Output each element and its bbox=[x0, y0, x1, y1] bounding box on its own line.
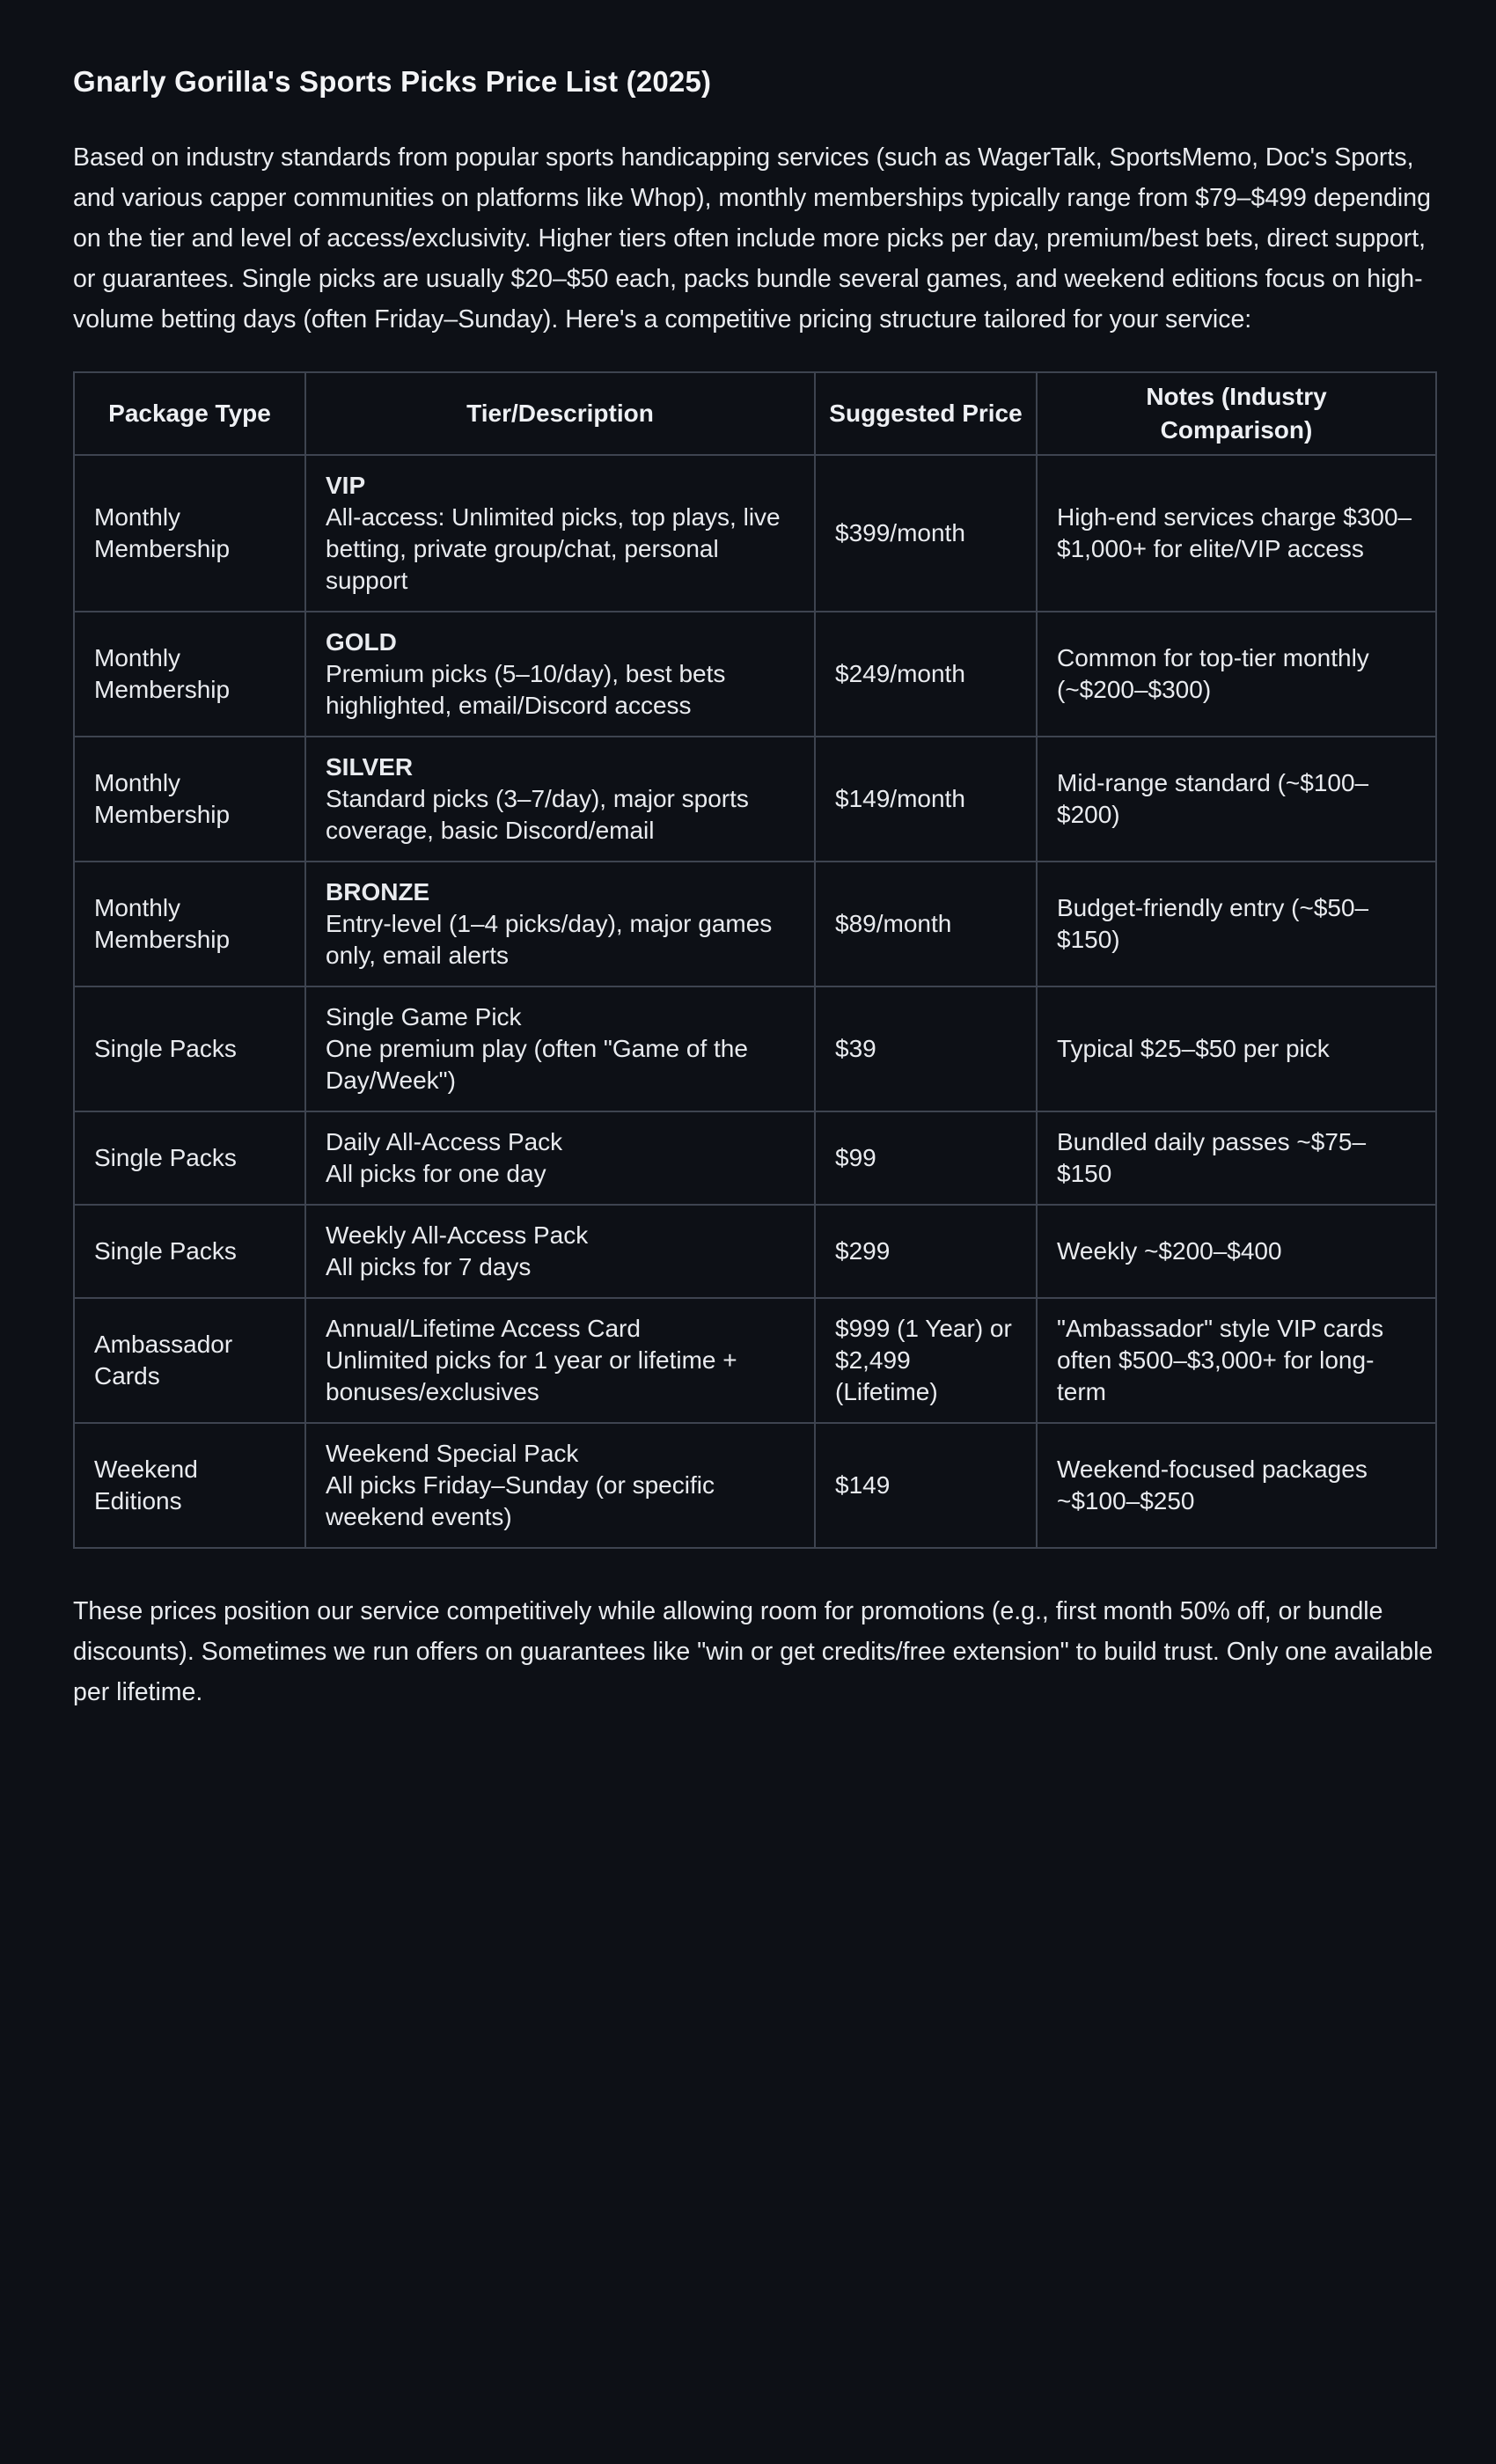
tier-description: One premium play (often "Game of the Day/Week") bbox=[326, 1035, 748, 1094]
package-type-cell: Monthly Membership bbox=[74, 862, 305, 986]
notes-cell: "Ambassador" style VIP cards often $500–$3,000+ for long-term bbox=[1037, 1298, 1436, 1423]
table-row bbox=[74, 1111, 1436, 1205]
tier-description: All picks Friday–Sunday (or specific weekend events) bbox=[326, 1471, 715, 1530]
table-row bbox=[74, 1298, 1436, 1423]
tier-name: SILVER bbox=[326, 753, 414, 781]
tier-name: BRONZE bbox=[326, 878, 430, 906]
notes-cell: Common for top-tier monthly (~$200–$300) bbox=[1037, 612, 1436, 737]
tier-description: Entry-level (1–4 picks/day), major games only, email alerts bbox=[326, 910, 773, 969]
notes-cell: Weekly ~$200–$400 bbox=[1037, 1205, 1436, 1298]
tier-cell bbox=[305, 1205, 815, 1298]
notes-cell: Budget-friendly entry (~$50–$150) bbox=[1037, 862, 1436, 986]
tier-name: Annual/Lifetime Access Card bbox=[326, 1315, 641, 1342]
notes-cell: Typical $25–$50 per pick bbox=[1037, 986, 1436, 1111]
table-row bbox=[74, 862, 1436, 986]
tier-cell bbox=[305, 862, 815, 986]
price-cell: $89/month bbox=[815, 862, 1037, 986]
tier-cell bbox=[305, 455, 815, 612]
price-cell: $299 bbox=[815, 1205, 1037, 1298]
table-row bbox=[74, 986, 1436, 1111]
table-row bbox=[74, 455, 1436, 612]
notes-cell: Weekend-focused packages ~$100–$250 bbox=[1037, 1423, 1436, 1548]
tier-cell bbox=[305, 986, 815, 1111]
table-row bbox=[74, 1423, 1436, 1548]
table-row bbox=[74, 1205, 1436, 1298]
tier-name: Daily All-Access Pack bbox=[326, 1128, 563, 1155]
tier-name: Weekend Special Pack bbox=[326, 1440, 579, 1467]
table-header-row bbox=[74, 372, 1436, 455]
tier-cell bbox=[305, 737, 815, 862]
price-cell: $99 bbox=[815, 1111, 1037, 1205]
tier-cell bbox=[305, 612, 815, 737]
tier-description: All picks for one day bbox=[326, 1160, 546, 1187]
closing-paragraph: These prices position our service competitively while allowing room for promotions (e.g., first month 50% off, or bundle discounts). Sometimes we run offers on guarantees like "win or get credits/free extension" to build trust. Only one available per lifetime. bbox=[73, 1597, 1434, 1706]
tier-cell bbox=[305, 1111, 815, 1205]
package-type-cell: Monthly Membership bbox=[74, 612, 305, 737]
tier-name: GOLD bbox=[326, 628, 397, 656]
tier-description: All picks for 7 days bbox=[326, 1253, 532, 1280]
package-type-cell: Single Packs bbox=[74, 1205, 305, 1298]
price-table bbox=[73, 371, 1437, 1549]
package-type-cell: Single Packs bbox=[74, 986, 305, 1111]
page-title: Gnarly Gorilla's Sports Picks Price List (2025) bbox=[73, 65, 712, 98]
package-type-cell: Monthly Membership bbox=[74, 737, 305, 862]
tier-description: Premium picks (5–10/day), best bets highlighted, email/Discord access bbox=[326, 660, 726, 719]
price-cell: $149 bbox=[815, 1423, 1037, 1548]
notes-cell: Bundled daily passes ~$75–$150 bbox=[1037, 1111, 1436, 1205]
tier-description: Unlimited picks for 1 year or lifetime + bonuses/exclusives bbox=[326, 1346, 737, 1405]
price-cell: $249/month bbox=[815, 612, 1037, 737]
tier-description: Standard picks (3–7/day), major sports coverage, basic Discord/email bbox=[326, 785, 749, 844]
header-package-type: Package Type bbox=[74, 372, 305, 455]
tier-name: VIP bbox=[326, 472, 366, 499]
package-type-cell: Single Packs bbox=[74, 1111, 305, 1205]
intro-paragraph: Based on industry standards from popular sports handicapping services (such as WagerTalk, SportsMemo, Doc's Sports, and various capper communities on platforms like Whop), monthly memberships typically range from $79–$499 depending on the tier and level of access/exclusivity. Higher tiers often include more picks per day, premium/best bets, direct support, or guarantees. Single picks are usually $20–$50 each, packs bundle several games, and weekend editions focus on high-volume betting days (often Friday–Sunday). Here's a competitive pricing structure tailored for your service: bbox=[73, 143, 1431, 334]
price-cell: $399/month bbox=[815, 455, 1037, 612]
header-tier-description: Tier/Description bbox=[305, 372, 815, 455]
price-cell: $39 bbox=[815, 986, 1037, 1111]
table-row bbox=[74, 737, 1436, 862]
tier-name: Single Game Pick bbox=[326, 1003, 522, 1030]
table-row bbox=[74, 612, 1436, 737]
notes-cell: High-end services charge $300–$1,000+ for elite/VIP access bbox=[1037, 455, 1436, 612]
package-type-cell: Monthly Membership bbox=[74, 455, 305, 612]
notes-cell: Mid-range standard (~$100–$200) bbox=[1037, 737, 1436, 862]
package-type-cell: Ambassador Cards bbox=[74, 1298, 305, 1423]
tier-name: Weekly All-Access Pack bbox=[326, 1221, 589, 1249]
tier-cell bbox=[305, 1298, 815, 1423]
price-cell: $999 (1 Year) or $2,499 (Lifetime) bbox=[815, 1298, 1037, 1423]
tier-cell bbox=[305, 1423, 815, 1548]
header-suggested-price: Suggested Price bbox=[815, 372, 1037, 455]
price-cell: $149/month bbox=[815, 737, 1037, 862]
package-type-cell: Weekend Editions bbox=[74, 1423, 305, 1548]
header-notes: Notes (Industry Comparison) bbox=[1037, 372, 1436, 455]
tier-description: All-access: Unlimited picks, top plays, live betting, private group/chat, personal support bbox=[326, 503, 781, 594]
